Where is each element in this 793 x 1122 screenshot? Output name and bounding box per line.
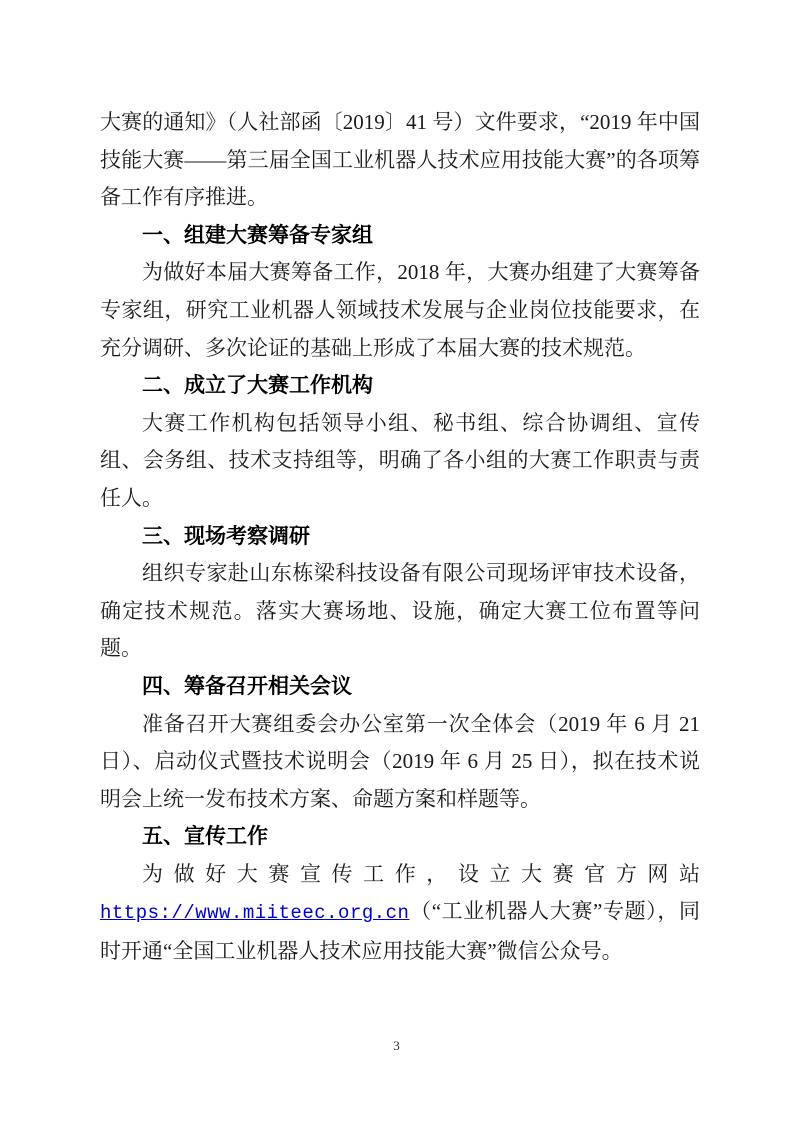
section-5-paragraph (100, 856, 700, 971)
page-number: 3 (393, 1038, 400, 1053)
section-4-heading: 四、筹备召开相关会议 (142, 674, 352, 698)
section-3-paragraph: 组织专家赴山东栋梁科技设备有限公司现场评审技术设备，确定技术规范。落实大赛场地、设施，确定大赛工位布置等问题。 (100, 561, 700, 661)
official-website-link[interactable]: https://www.miiteec.org.cn (100, 902, 410, 925)
section-3-heading: 三、现场考察调研 (142, 524, 310, 548)
section-5-heading: 五、宣传工作 (142, 825, 268, 849)
section-4-paragraph: 准备召开大赛组委会办公室第一次全体会（2019 年 6 月 21 日）、启动仪式暨技术说明会（2019 年 6 月 25 日），拟在技术说明会上统一发布技术方案、命题方案和样题等。 (100, 711, 700, 811)
intro-paragraph: 大赛的通知》（人社部函〔2019〕41 号）文件要求，“2019 年中国技能大赛——第三届全国工业机器人技术应用技能大赛”的各项筹备工作有序推进。 (100, 110, 700, 210)
section-5-text-before-link: 为做好大赛宣传工作，设立大赛官方网站 (142, 861, 700, 886)
section-1-paragraph: 为做好本届大赛筹备工作，2018 年，大赛办组建了大赛筹备专家组，研究工业机器人领域技术发展与企业岗位技能要求，在充分调研、多次论证的基础上形成了本届大赛的技术规范。 (100, 260, 700, 360)
section-1-heading: 一、组建大赛筹备专家组 (142, 223, 373, 247)
section-2-paragraph: 大赛工作机构包括领导小组、秘书组、综合协调组、宣传组、会务组、技术支持组等，明确了各小组的大赛工作职责与责任人。 (100, 410, 700, 510)
page-content (100, 104, 700, 971)
section-2-heading: 二、成立了大赛工作机构 (142, 374, 373, 398)
section-5-text-after-link: （“工业机器人大赛”专题），同时开通“全国工业机器人技术应用技能大赛”微信公众号。 (100, 899, 700, 964)
